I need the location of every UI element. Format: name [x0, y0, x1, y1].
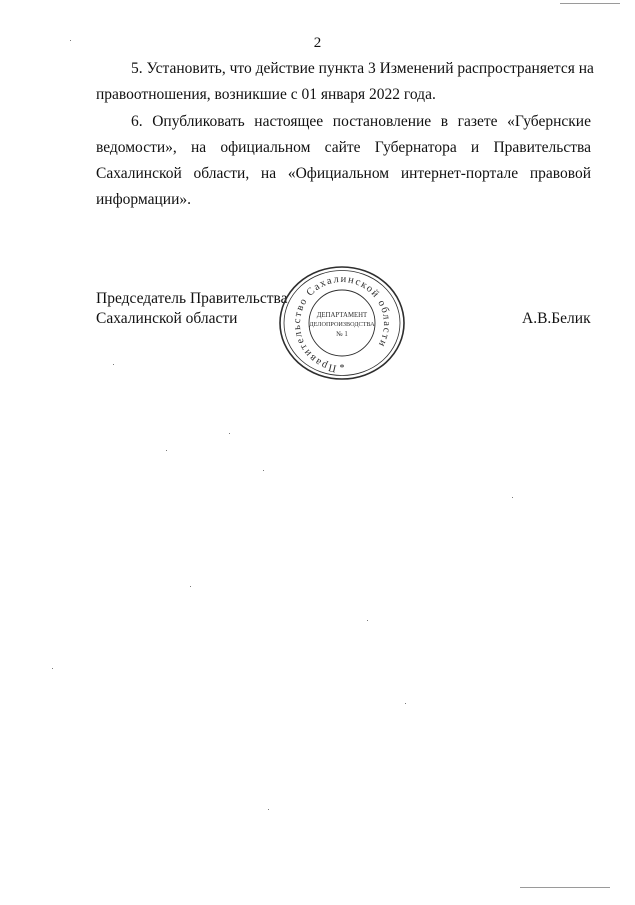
scan-edge-mark [560, 3, 620, 4]
scan-speck [166, 450, 167, 451]
paragraph-item-5 [96, 56, 594, 108]
scan-speck [263, 470, 264, 471]
scan-speck [268, 809, 269, 810]
scan-speck [113, 364, 114, 365]
signatory-title-line: Председатель Правительства [96, 290, 288, 307]
scan-speck [229, 433, 230, 434]
seal-center-line: ДЕЛОПРОИЗВОДСТВА [309, 321, 375, 328]
scan-speck [190, 586, 191, 587]
signatory-name: А.В.Белик [522, 310, 591, 327]
signatory-title-line: Сахалинской области [96, 310, 238, 327]
paragraph-line: 6. Опубликовать настоящее постановление в газете «Губернские [131, 113, 591, 130]
paragraph-line: 5. Установить, что действие пункта 3 Изменений распространяется на [131, 60, 594, 77]
scan-speck [367, 620, 368, 621]
scan-speck [405, 703, 406, 704]
paragraph-line: Сахалинской области, на «Официальном интернет-портале правовой [96, 165, 591, 182]
paragraph-line: ведомости», на официальном сайте Губернатора и Правительства [96, 139, 591, 156]
scan-speck [52, 668, 53, 669]
paragraph-line: правоотношения, возникшие с 01 января 2022 года. [96, 86, 436, 103]
seal-center-line: № 1 [336, 331, 348, 338]
official-seal [277, 264, 407, 382]
page-number: 2 [313, 35, 322, 51]
seal-ring-text: Правительство Сахалинской области [291, 273, 393, 374]
paragraph-line: информации». [96, 191, 191, 208]
seal-star-icon: * [339, 363, 345, 374]
scan-speck [70, 40, 71, 41]
scan-speck [512, 497, 513, 498]
scan-edge-mark [520, 887, 610, 888]
seal-center-line: ДЕПАРТАМЕНТ [316, 312, 368, 319]
paragraph-item-6 [96, 109, 591, 213]
signatory-title [96, 289, 288, 329]
